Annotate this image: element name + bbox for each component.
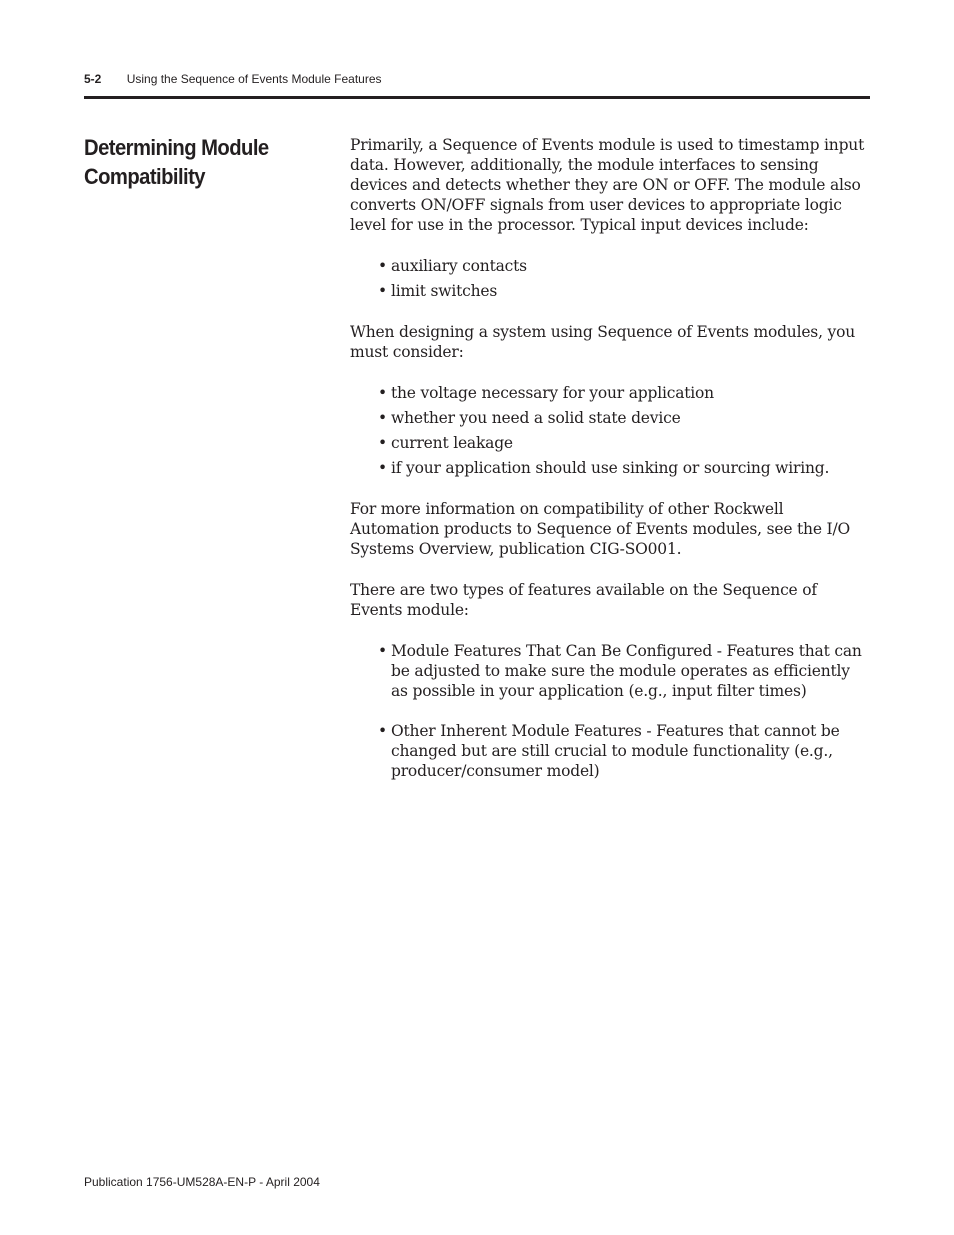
section-title-line-1: Determining Module bbox=[84, 135, 269, 160]
list-item: • Module Features That Can Be Configured - Features that can be adjusted to make sure the module operates as efficiently as possible in your application (e.g., input filter times) bbox=[378, 642, 862, 700]
bullet: • bbox=[378, 257, 387, 275]
bullet: • bbox=[378, 459, 387, 477]
publication-footer: Publication 1756-UM528A-EN-P - April 2004 bbox=[84, 1175, 320, 1189]
list-item: • whether you need a solid state device bbox=[378, 409, 681, 427]
bullet: • bbox=[378, 282, 387, 300]
list-item: • Other Inherent Module Features - Features that cannot be changed but are still crucial to module functionality (e.g., producer/consumer model) bbox=[378, 722, 840, 780]
list-item: • the voltage necessary for your application bbox=[378, 384, 714, 402]
section-title-line-2: Compatibility bbox=[84, 164, 206, 189]
section-title bbox=[84, 133, 296, 191]
bullet: • bbox=[378, 722, 387, 740]
design-considerations-list bbox=[350, 383, 870, 478]
list-item: • limit switches bbox=[378, 282, 498, 300]
list-item: • auxiliary contacts bbox=[378, 257, 527, 275]
paragraph-design: When designing a system using Sequence of Events modules, you must consider: bbox=[350, 323, 855, 361]
chapter-title: Using the Sequence of Events Module Features bbox=[126, 72, 382, 86]
bullet: • bbox=[378, 384, 387, 402]
running-header bbox=[84, 72, 870, 86]
paragraph-intro: Primarily, a Sequence of Events module is used to timestamp input data. However, additionally, the module interfaces to sensing devices and detects whether they are ON or OFF. The module also converts ON/OFF signals from user devices to appropriate logic level for use in the processor. Typical input devices include: bbox=[350, 136, 865, 234]
body-column bbox=[350, 135, 870, 802]
page-number: 5-2 bbox=[84, 72, 102, 86]
feature-types-list bbox=[350, 641, 870, 781]
list-item: • current leakage bbox=[378, 434, 513, 452]
paragraph-feature-types: There are two types of features available on the Sequence of Events module: bbox=[350, 581, 817, 619]
bullet: • bbox=[378, 409, 387, 427]
input-devices-list bbox=[350, 256, 870, 301]
paragraph-more-info: For more information on compatibility of other Rockwell Automation products to Sequence of Events modules, see the I/O Systems Overview, publication CIG-SO001. bbox=[350, 500, 850, 558]
header-rule bbox=[84, 96, 870, 99]
list-item: • if your application should use sinking or sourcing wiring. bbox=[378, 459, 830, 477]
bullet: • bbox=[378, 434, 387, 452]
bullet: • bbox=[378, 642, 387, 660]
